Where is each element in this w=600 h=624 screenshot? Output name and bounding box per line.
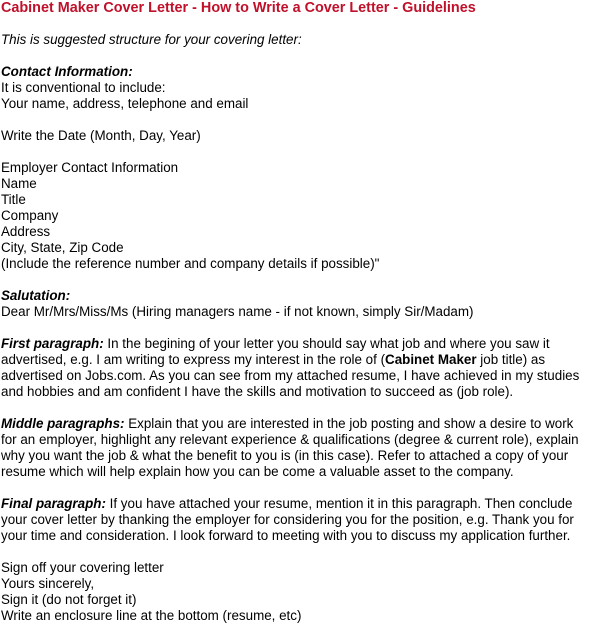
middle-paragraphs-heading: Middle paragraphs: <box>1 416 125 431</box>
first-paragraph-text: job title) as <box>476 352 546 367</box>
signoff-line: Yours sincerely, <box>1 576 95 591</box>
middle-paragraphs-text: for an employer, highlight any relevant experience & qualifications (degree & current role), explain <box>1 432 579 447</box>
date-line: Write the Date (Month, Day, Year) <box>1 128 201 143</box>
salutation-heading: Salutation: <box>1 288 71 303</box>
middle-paragraphs-section <box>1 416 599 480</box>
middle-paragraphs-text: why you want the job & what the benefit to you is (in this case). Refer to attached a copy of your <box>1 448 569 463</box>
first-paragraph-section <box>1 336 599 400</box>
first-paragraph-text: In the begining of your letter you should say what job and where you saw it <box>103 336 550 351</box>
employer-line: Name <box>1 176 37 191</box>
salutation-text: Dear Mr/Mrs/Miss/Ms (Hiring managers name - if not known, simply Sir/Madam) <box>1 304 474 319</box>
employer-line: Address <box>1 224 51 239</box>
final-paragraph-text: your time and consideration. I look forward to meeting with you to discuss my application further. <box>1 528 571 543</box>
signoff-line: Sign it (do not forget it) <box>1 592 137 607</box>
final-paragraph-section <box>1 496 599 544</box>
contact-line: Your name, address, telephone and email <box>1 96 249 111</box>
middle-paragraphs-text: Explain that you are interested in the job posting and show a desire to work <box>124 416 574 431</box>
first-paragraph-text: and hobbies and am confident I have the skills and motivation to succeed as (job role). <box>1 384 514 399</box>
final-paragraph-heading: Final paragraph: <box>1 496 106 511</box>
employer-line: Employer Contact Information <box>1 160 179 175</box>
final-paragraph-text: If you have attached your resume, mention it in this paragraph. Then conclude <box>105 496 573 511</box>
salutation-section <box>1 288 599 320</box>
first-paragraph-text: advertised on Jobs.com. As you can see from my attached resume, I have achieved in my studies <box>1 368 580 383</box>
employer-line: City, State, Zip Code <box>1 240 124 255</box>
page-title: Cabinet Maker Cover Letter - How to Write a Cover Letter - Guidelines <box>1 0 476 16</box>
signoff-section <box>1 560 599 624</box>
first-paragraph-heading: First paragraph: <box>1 336 104 351</box>
document-page <box>1 0 599 624</box>
employer-line: (Include the reference number and company details if possible)" <box>1 256 380 271</box>
signoff-line: Write an enclosure line at the bottom (resume, etc) <box>1 608 302 623</box>
middle-paragraphs-text: resume which will help explain how you can be come a valuable asset to the company. <box>1 464 514 479</box>
contact-heading: Contact Information: <box>1 64 133 79</box>
job-title-highlight: Cabinet Maker <box>385 352 477 367</box>
first-paragraph-text: advertised, e.g. I am writing to express my interest in the role of ( <box>1 352 386 367</box>
employer-line: Title <box>1 192 26 207</box>
date-section <box>1 128 599 144</box>
employer-section <box>1 160 599 272</box>
contact-section <box>1 64 599 112</box>
final-paragraph-text: your cover letter by thanking the employer for considering you for the position, e.g. Thank you for <box>1 512 574 527</box>
contact-line: It is conventional to include: <box>1 80 166 95</box>
employer-line: Company <box>1 208 59 223</box>
intro-text: This is suggested structure for your covering letter: <box>1 32 302 47</box>
signoff-line: Sign off your covering letter <box>1 560 164 575</box>
